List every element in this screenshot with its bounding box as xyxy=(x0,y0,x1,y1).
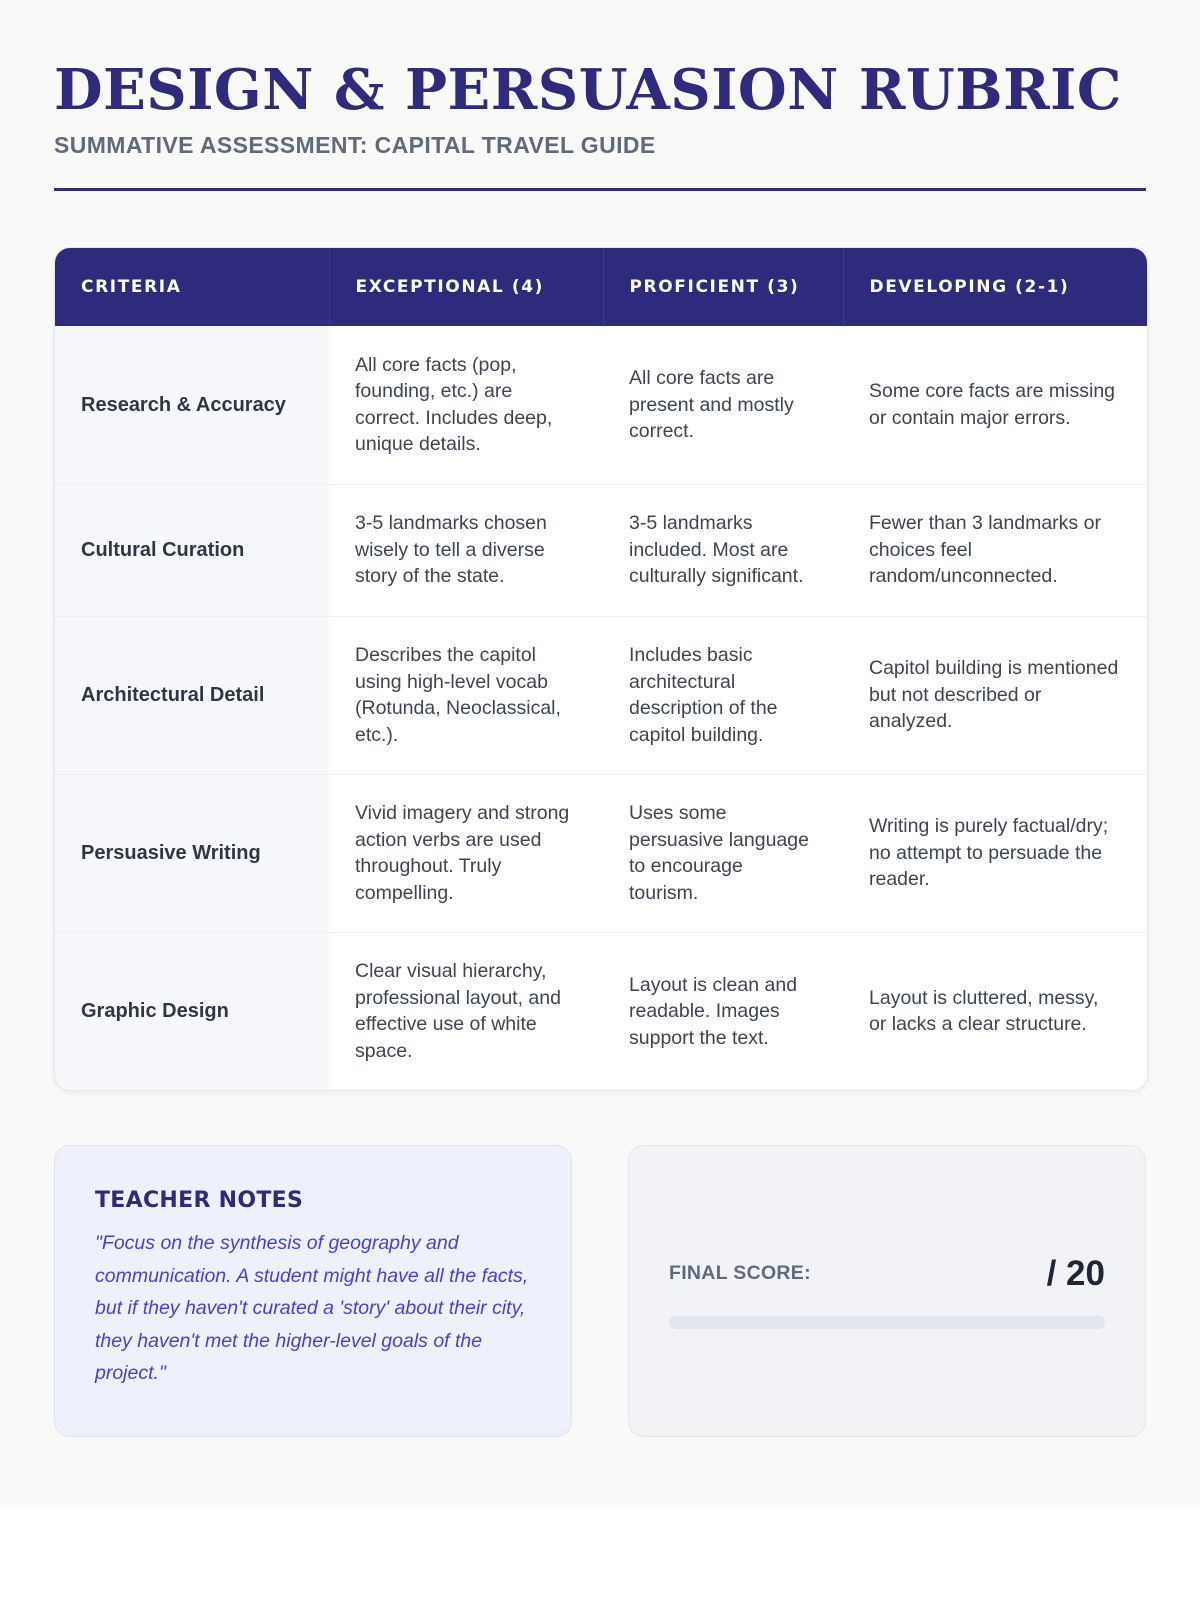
teacher-notes-heading: TEACHER NOTES xyxy=(95,1188,304,1213)
criterion-cell: Research & Accuracy xyxy=(55,326,329,484)
exceptional-cell: 3-5 landmarks chosen wisely to tell a diverse story of the state. xyxy=(329,484,603,616)
table-row xyxy=(55,932,1147,1090)
criterion-cell: Cultural Curation xyxy=(55,484,329,616)
bottom-panels xyxy=(54,1145,1146,1437)
final-score-card xyxy=(628,1145,1146,1437)
proficient-cell: Uses some persuasive language to encourage tourism. xyxy=(603,774,843,932)
criterion-cell: Architectural Detail xyxy=(55,616,329,774)
table-row xyxy=(55,484,1147,616)
final-score-label: FINAL SCORE: xyxy=(669,1262,811,1284)
page-title: DESIGN & PERSUASION RUBRIC xyxy=(54,57,1122,123)
proficient-cell: Includes basic architectural description of the capitol building. xyxy=(603,616,843,774)
rubric-table xyxy=(55,248,1147,1090)
developing-cell: Writing is purely factual/dry; no attempt to persuade the reader. xyxy=(843,774,1147,932)
developing-cell: Some core facts are missing or contain major errors. xyxy=(869,380,1116,429)
rubric-header-row xyxy=(55,248,1147,326)
title-divider xyxy=(54,188,1146,191)
exceptional-cell: Clear visual hierarchy, professional layout, and effective use of white space. xyxy=(329,932,603,1090)
score-progress-bar xyxy=(669,1316,1105,1329)
criterion-cell: Graphic Design xyxy=(55,932,329,1090)
exceptional-cell: All core facts (pop, founding, etc.) are correct. Includes deep, unique details. xyxy=(355,353,553,456)
proficient-cell: 3-5 landmarks included. Most are culturally significant. xyxy=(603,484,843,616)
exceptional-cell: Describes the capitol using high-level vocab (Rotunda, Neoclassical, etc.). xyxy=(329,616,603,774)
column-header-developing: DEVELOPING (2-1) xyxy=(843,248,1147,326)
teacher-notes-text: "Focus on the synthesis of geography and communication. A student might have all the facts, but if they haven't curated a 'story' about their city, they haven't met the higher-level goals of the project." xyxy=(95,1232,529,1384)
criterion-cell: Persuasive Writing xyxy=(55,774,329,932)
final-score-value: / 20 xyxy=(1046,1253,1105,1293)
proficient-cell: All core facts are present and mostly correct. xyxy=(629,367,794,442)
developing-cell: Layout is cluttered, messy, or lacks a clear structure. xyxy=(843,932,1147,1090)
table-row xyxy=(55,774,1147,932)
developing-cell: Capitol building is mentioned but not described or analyzed. xyxy=(843,616,1147,774)
column-header-exceptional: EXCEPTIONAL (4) xyxy=(329,248,603,326)
teacher-notes-card xyxy=(54,1145,572,1437)
proficient-cell: Layout is clean and readable. Images support the text. xyxy=(603,932,843,1090)
column-header-criteria: CRITERIA xyxy=(55,248,329,326)
column-header-proficient: PROFICIENT (3) xyxy=(603,248,843,326)
page-subtitle: SUMMATIVE ASSESSMENT: CAPITAL TRAVEL GUIDE xyxy=(54,132,656,158)
exceptional-cell: Vivid imagery and strong action verbs are used throughout. Truly compelling. xyxy=(329,774,603,932)
table-row xyxy=(55,616,1147,774)
rubric-table-card xyxy=(54,247,1148,1091)
developing-cell: Fewer than 3 landmarks or choices feel random/unconnected. xyxy=(843,484,1147,616)
score-row xyxy=(669,1254,1105,1294)
table-row xyxy=(55,326,1147,484)
